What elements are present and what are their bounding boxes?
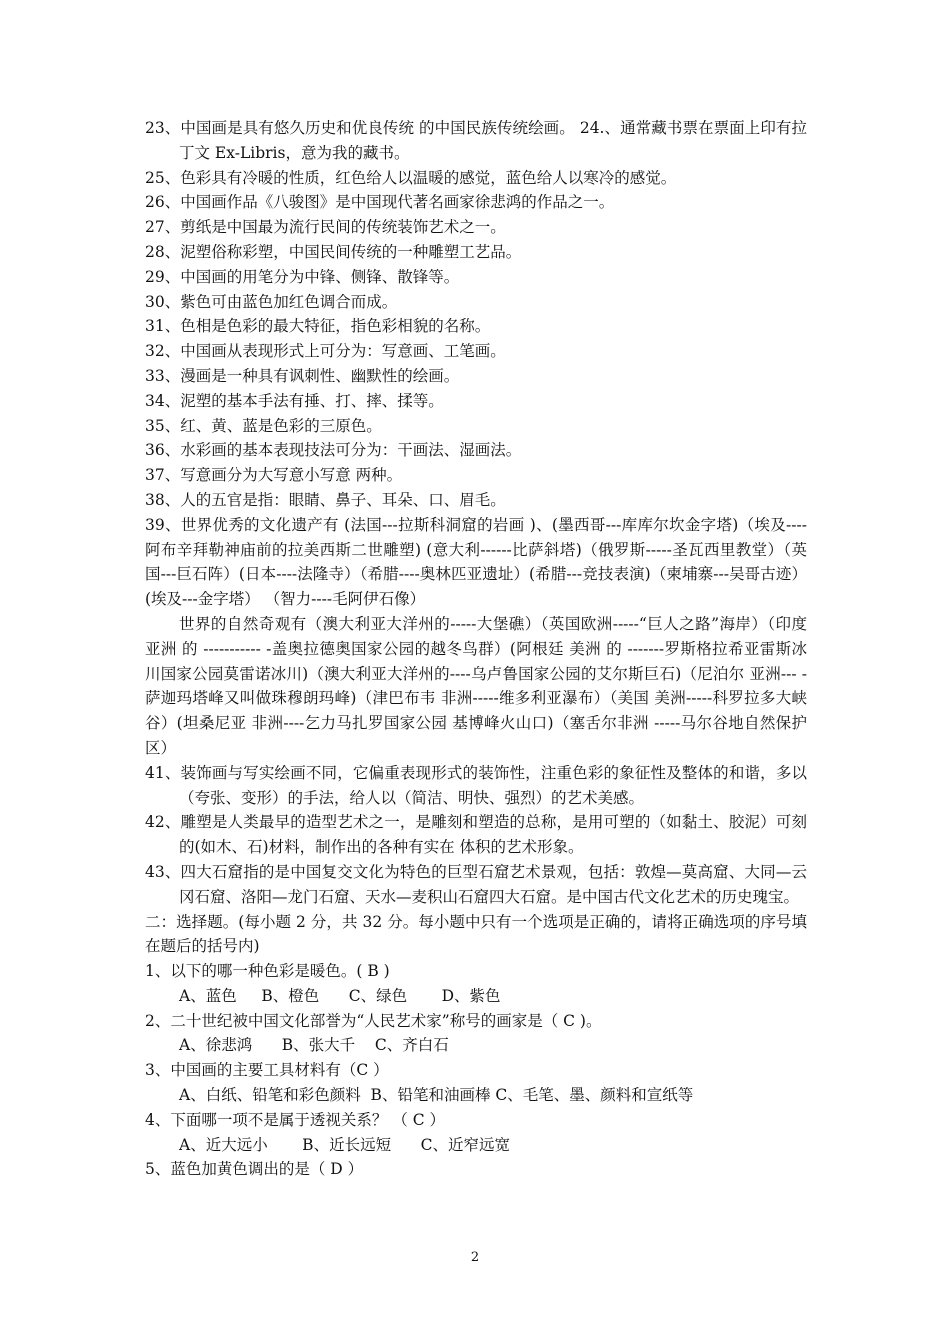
question-2: 2、二十世纪被中国文化部誉为“人民艺术家”称号的画家是（ C )。: [145, 1011, 602, 1030]
question-3: 3、中国画的主要工具材料有（C ）: [145, 1061, 389, 1080]
item-34: 34、泥塑的基本手法有捶、打、摔、揉等。: [145, 391, 444, 410]
item-28: 28、泥塑俗称彩塑，中国民间传统的一种雕塑工艺品。: [145, 242, 522, 261]
item-43: 43、四大石窟指的是中国复交文化为特色的巨型石窟艺术景观，包括：敦煌—莫高窟、大同—云冈石窟、洛阳—龙门石窟、天水—麦积山石窟四大石窟。是中国古代文化艺术的历史瑰宝。: [145, 862, 807, 906]
item-32: 32、中国画从表现形式上可分为：写意画、工笔画。: [145, 342, 506, 361]
section-heading-choice: 二：选择题。(每小题 2 分，共 32 分。每小题中只有一个选项是正确的，请将正确选项的序号填在题后的括号内): [145, 912, 807, 956]
natural-wonders-paragraph: 世界的自然奇观有（澳大利亚大洋州的-----大堡礁）（英国欧洲-----“巨人之路”海岸）（印度 亚洲 的 ----------- -盖奥拉德奥国家公园的越冬鸟群）(阿根廷 美洲 的 -------罗斯格拉希亚雷斯冰川国家公园莫雷诺冰川)（澳大利亚大洋州的----乌卢鲁国家公园的艾尔斯巨石)（尼泊尔 亚洲--- -萨迦玛塔峰又叫做珠穆朗玛峰)（津巴布韦 非洲-----维多利亚瀑布）（美国 美洲-----科罗拉多大峡谷）(坦桑尼亚 非洲----乞力马扎罗国家公园 基博峰火山口)（塞舌尔非洲 -----马尔谷地自然保护区）: [145, 614, 807, 757]
question-2-options: A、徐悲鸿 B、张大千 C、齐白石: [179, 1036, 449, 1055]
page-number: 2: [470, 1250, 480, 1265]
item-31: 31、色相是色彩的最大特征，指色彩相貌的名称。: [145, 317, 491, 336]
item-36: 36、水彩画的基本表现技法可分为：干画法、湿画法。: [145, 441, 522, 460]
item-25: 25、色彩具有冷暖的性质，红色给人以温暖的感觉，蓝色给人以寒冷的感觉。: [145, 168, 677, 187]
item-37: 37、写意画分为大写意小写意 两种。: [145, 466, 403, 485]
item-27: 27、剪纸是中国最为流行民间的传统装饰艺术之一。: [145, 218, 506, 237]
item-38: 38、人的五官是指：眼睛、鼻子、耳朵、口、眉毛。: [145, 490, 506, 509]
item-41: 41、装饰画与写实绘画不同，它偏重表现形式的装饰性，注重色彩的象征性及整体的和谐，多以（夸张、变形）的手法，给人以（简洁、明快、强烈）的艺术美感。: [145, 763, 807, 807]
item-30: 30、紫色可由蓝色加红色调合而成。: [145, 292, 398, 311]
item-35: 35、红、黄、蓝是色彩的三原色。: [145, 416, 382, 435]
item-23-24: 23、中国画是具有悠久历史和优良传统 的中国民族传统绘画。 24.、通常藏书票在票面上印有拉丁文 Ex-Libris，意为我的藏书。: [145, 119, 807, 162]
document-body: [145, 116, 807, 1182]
item-39-cultural-heritage: 39、世界优秀的文化遗产有 (法国---拉斯科洞窟的岩画 )、(墨西哥---库库尔坎金字塔)（埃及----阿布辛拜勒神庙前的拉美西斯二世雕塑) (意大利------比萨斜塔)（俄罗斯-----圣瓦西里教堂）（英国---巨石阵）(日本----法隆寺）（希腊----奥林匹亚遗址）(希腊---竞技表演)（柬埔寨---吴哥古迹）(埃及---金字塔） （智力----毛阿伊石像）: [145, 515, 807, 609]
question-1: 1、以下的哪一种色彩是暖色。( B ): [145, 962, 390, 981]
item-33: 33、漫画是一种具有讽刺性、幽默性的绘画。: [145, 366, 460, 385]
item-42: 42、雕塑是人类最早的造型艺术之一，是雕刻和塑造的总称，是用可塑的（如黏土、胶泥）可刻的(如木、石)材料，制作出的各种有实在 体积的艺术形象。: [145, 813, 807, 857]
question-5: 5、蓝色加黄色调出的是（ D ）: [145, 1160, 364, 1179]
question-4: 4、下面哪一项不是属于透视关系？ （ C ）: [145, 1110, 446, 1129]
question-3-options: A、白纸、铅笔和彩色颜料 B、铅笔和油画棒 C、毛笔、墨、颜料和宣纸等: [179, 1086, 694, 1105]
question-1-options: A、蓝色 B、橙色 C、绿色 D、紫色: [179, 986, 501, 1005]
item-26: 26、中国画作品《八骏图》是中国现代著名画家徐悲鸿的作品之一。: [145, 193, 615, 212]
item-29: 29、中国画的用笔分为中锋、侧锋、散锋等。: [145, 267, 460, 286]
question-4-options: A、近大远小 B、近长远短 C、近窄远宽: [179, 1135, 510, 1154]
